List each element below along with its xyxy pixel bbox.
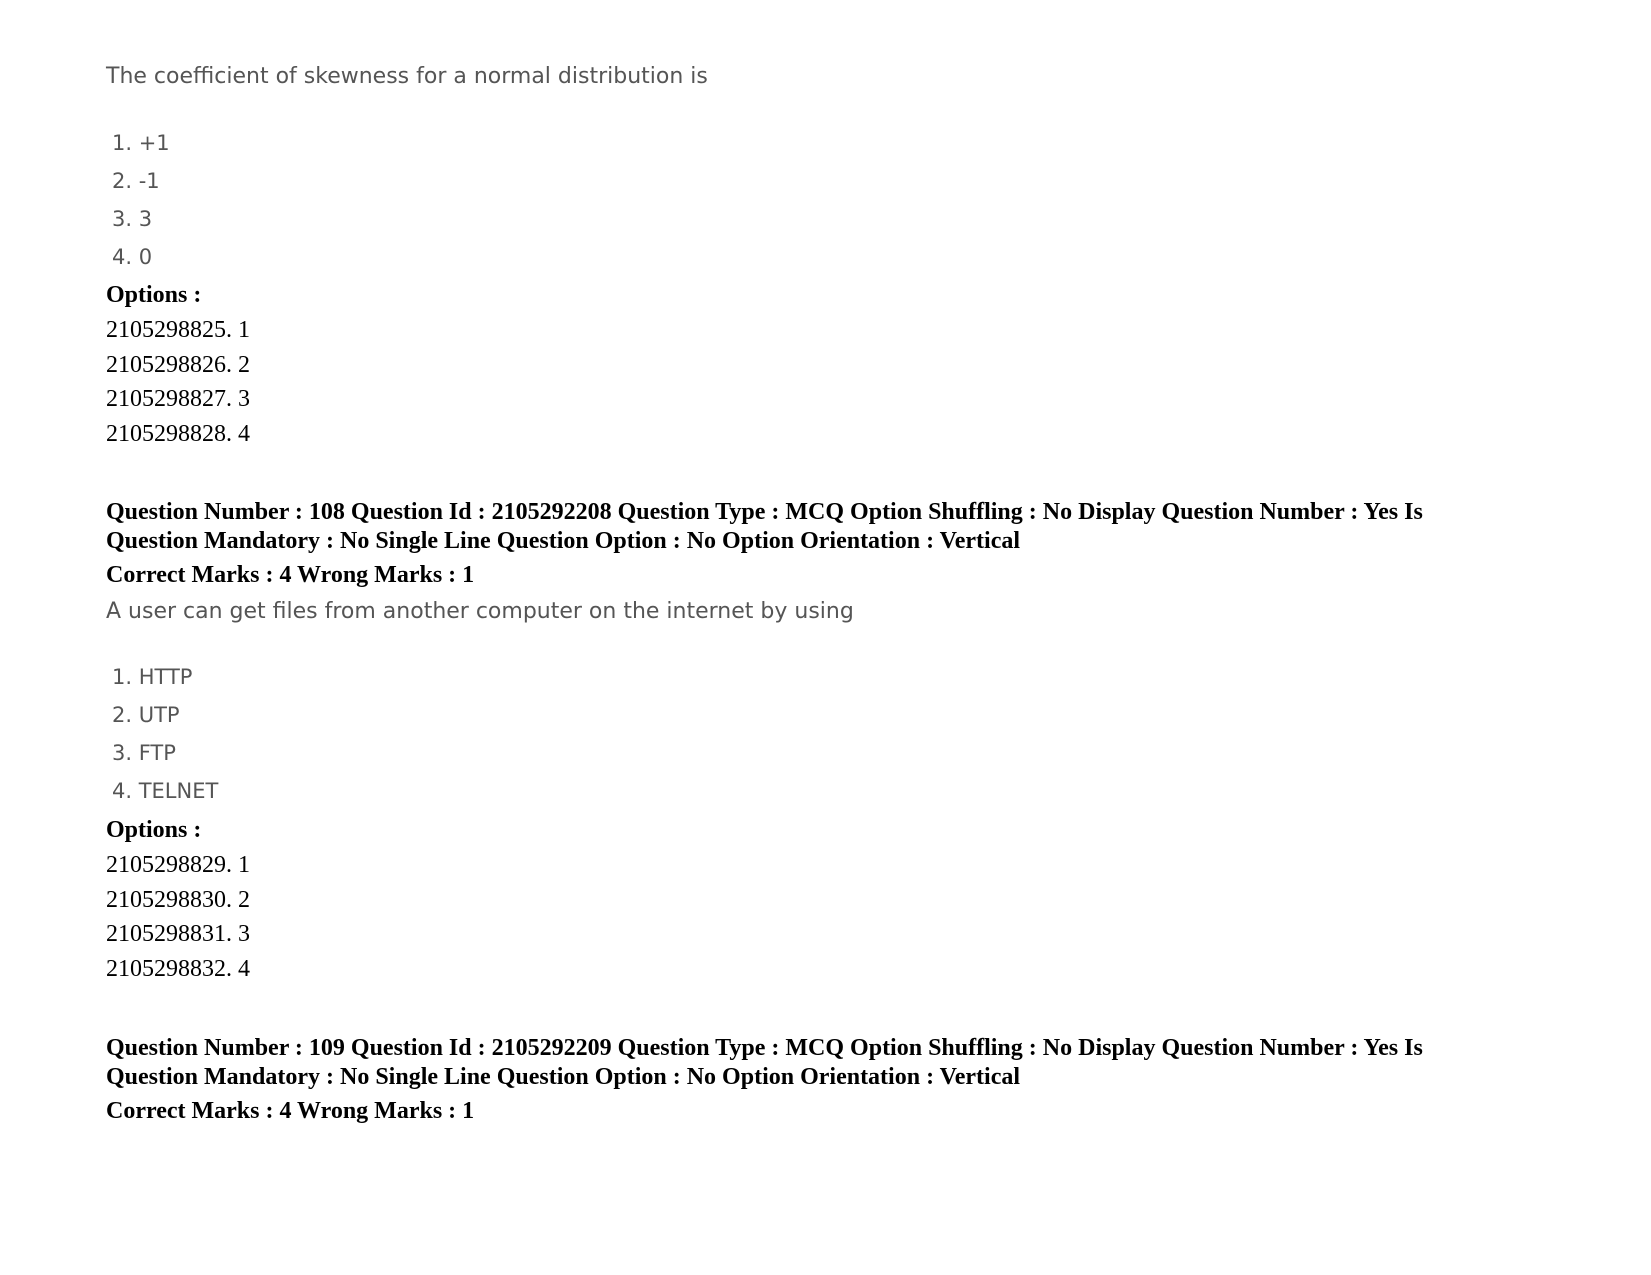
option-id: 2105298830. 2 (106, 886, 250, 913)
option-id: 2105298831. 3 (106, 921, 250, 947)
option-id: 2105298826. 2 (106, 351, 250, 378)
answer-choice: 4. 0 (112, 245, 153, 269)
option-id-list (106, 848, 250, 986)
answer-choice: 3. 3 (112, 207, 153, 231)
options-heading: Options : (106, 282, 202, 308)
option-id: 2105298827. 3 (106, 386, 250, 412)
question-text: A user can get files from another computer on the internet by using (106, 599, 854, 624)
options-heading: Options : (106, 817, 202, 843)
answer-choice: 1. HTTP (112, 665, 193, 689)
marks-line: Correct Marks : 4 Wrong Marks : 1 (106, 1098, 475, 1124)
metadata-line: Question Number : 109 Question Id : 2105292209 Question Type : MCQ Option Shuffling : No Display Question Number : Yes Is (106, 1035, 1423, 1061)
option-id: 2105298825. 1 (106, 317, 250, 343)
question-text: The coefficient of skewness for a normal distribution is (106, 64, 708, 89)
metadata-line: Question Mandatory : No Single Line Question Option : No Option Orientation : Vertical (106, 528, 1021, 554)
answer-choice: 2. UTP (112, 703, 180, 727)
metadata-line: Question Number : 108 Question Id : 2105292208 Question Type : MCQ Option Shuffling : No Display Question Number : Yes Is (106, 499, 1423, 525)
answer-choice: 2. -1 (112, 169, 160, 193)
option-id: 2105298832. 4 (106, 955, 250, 982)
metadata-line: Question Mandatory : No Single Line Question Option : No Option Orientation : Vertical (106, 1064, 1021, 1090)
question-metadata (106, 498, 1546, 556)
answer-choice: 3. FTP (112, 741, 176, 765)
answer-choice: 1. +1 (112, 131, 170, 155)
answer-choice: 4. TELNET (112, 779, 219, 803)
option-id: 2105298829. 1 (106, 852, 250, 878)
option-id: 2105298828. 4 (106, 420, 250, 447)
answer-choices (112, 124, 170, 276)
option-id-list (106, 313, 250, 451)
answer-choices (112, 658, 218, 810)
marks-line: Correct Marks : 4 Wrong Marks : 1 (106, 562, 475, 588)
question-metadata (106, 1034, 1546, 1092)
